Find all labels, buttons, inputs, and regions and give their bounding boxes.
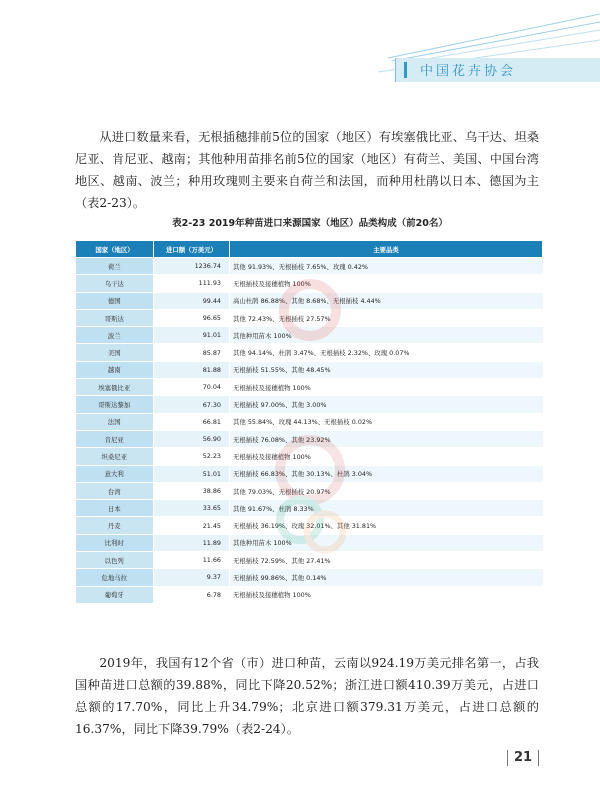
cell-category: 其他 91.93%、无根插枝 7.65%、玫瑰 0.42% (230, 258, 543, 275)
cell-amount: 111.93 (154, 275, 230, 292)
table-row (76, 500, 543, 517)
table-title: 表2-23 2019年种苗进口来源国家（地区）品类构成（前20名） (172, 218, 448, 229)
paragraph-provinces: 2019年，我国有12个省（市）进口种苗，云南以924.19万美元排名第一，占我国种苗进口总额的39.88%，同比下降20.52%；浙江进口额410.39万美元，占进口总额的17.70%，同比上升34.79%；北京进口额379.31万美元，占进口总额的16.37%，同比下降39.79%（表2-24）。 (75, 656, 539, 736)
cell-amount: 9.37 (154, 569, 230, 586)
cell-amount: 33.65 (154, 500, 230, 517)
cell-country: 肯尼亚 (76, 430, 154, 447)
table-row (76, 258, 543, 275)
cell-category: 其他种用苗木 100% (230, 327, 543, 344)
table-row (76, 292, 543, 309)
cell-amount: 67.30 (154, 396, 230, 413)
cell-country: 越南 (76, 361, 154, 378)
cell-amount: 6.78 (154, 586, 230, 603)
cell-amount: 66.81 (154, 413, 230, 430)
header-mark (404, 62, 407, 78)
table-row (76, 448, 543, 465)
page-number: 21 (507, 750, 539, 766)
cell-amount: 11.66 (154, 552, 230, 569)
table-row (76, 309, 543, 326)
cell-country: 比利时 (76, 534, 154, 551)
cell-amount: 21.45 (154, 517, 230, 534)
cell-country: 日本 (76, 500, 154, 517)
cell-country: 台湾 (76, 482, 154, 499)
cell-amount: 91.01 (154, 327, 230, 344)
cell-country: 哥斯达黎加 (76, 396, 154, 413)
cell-country: 葡萄牙 (76, 586, 154, 603)
cell-category: 无根插枝 36.19%、玫瑰 32.01%、其他 31.81% (230, 517, 543, 534)
header-amount: 进口额（万美元） (154, 241, 230, 258)
cell-amount: 85.87 (154, 344, 230, 361)
cell-country: 丹麦 (76, 517, 154, 534)
table-row (76, 413, 543, 430)
cell-category: 其他 91.67%、杜鹃 8.33% (230, 500, 543, 517)
cell-country: 意大利 (76, 465, 154, 482)
cell-country: 波兰 (76, 327, 154, 344)
header-band (395, 58, 600, 82)
cell-amount: 38.86 (154, 482, 230, 499)
table-row (76, 275, 543, 292)
table-row (76, 465, 543, 482)
cell-category: 其他 94.14%、杜鹃 3.47%、无根插枝 2.32%、玫瑰 0.07% (230, 344, 543, 361)
cell-country: 坦桑尼亚 (76, 448, 154, 465)
cell-country: 乌干达 (76, 275, 154, 292)
cell-amount: 11.89 (154, 534, 230, 551)
cell-country: 德国 (76, 292, 154, 309)
table-row (76, 327, 543, 344)
table-row (76, 569, 543, 586)
cell-amount: 52.23 (154, 448, 230, 465)
cell-amount: 1236.74 (154, 258, 230, 275)
paragraph-intro: 从进口数量来看，无根插穗排前5位的国家（地区）有埃塞俄比亚、乌干达、坦桑尼亚、肯尼亚、越南；其他种用苗排名前5位的国家（地区）有荷兰、美国、中国台湾地区、越南、波兰；种用玫瑰则主要来自荷兰和法国，而种用杜鹃以日本、德国为主（表2-23）。 (75, 130, 539, 210)
table-row (76, 396, 543, 413)
table-row (76, 534, 543, 551)
cell-country: 哥斯达 (76, 309, 154, 326)
table-row (76, 344, 543, 361)
cell-category: 其他 55.84%、玫瑰 44.13%、无根插枝 0.02% (230, 413, 543, 430)
cell-country: 危地马拉 (76, 569, 154, 586)
table-header-row (76, 241, 543, 258)
cell-category: 其他 72.43%、无根插枝 27.57% (230, 309, 543, 326)
cell-amount: 51.01 (154, 465, 230, 482)
cell-country: 法国 (76, 413, 154, 430)
cell-amount: 96.65 (154, 309, 230, 326)
cell-category: 无根插枝及接穗植物 100% (230, 448, 543, 465)
cell-category: 无根插枝 76.08%、其他 23.92% (230, 430, 543, 447)
cell-country: 美国 (76, 344, 154, 361)
import-table (75, 240, 543, 603)
cell-category: 无根插枝及接穗植物 100% (230, 275, 543, 292)
cell-category: 其他 79.03%、无根插枝 20.97% (230, 482, 543, 499)
table-row (76, 552, 543, 569)
cell-category: 无根插枝及接穗植物 100% (230, 586, 543, 603)
cell-category: 无根插枝 72.59%、其他 27.41% (230, 552, 543, 569)
cell-amount: 56.90 (154, 430, 230, 447)
cell-amount: 81.88 (154, 361, 230, 378)
table-row (76, 430, 543, 447)
header-country: 国家（地区） (76, 241, 154, 258)
table-row (76, 482, 543, 499)
table-row (76, 361, 543, 378)
cell-category: 无根插枝 99.86%、其他 0.14% (230, 569, 543, 586)
cell-country: 荷兰 (76, 258, 154, 275)
cell-amount: 99.44 (154, 292, 230, 309)
table-row (76, 379, 543, 396)
cell-country: 埃塞俄比亚 (76, 379, 154, 396)
cell-amount: 70.04 (154, 379, 230, 396)
cell-country: 以色列 (76, 552, 154, 569)
table-row (76, 517, 543, 534)
cell-category: 无根插枝 97.00%、其他 3.00% (230, 396, 543, 413)
cell-category: 无根插枝 66.83%、其他 30.13%、杜鹃 3.04% (230, 465, 543, 482)
header-category: 主要品类 (230, 241, 543, 258)
cell-category: 无根插枝 51.55%、其他 48.45% (230, 361, 543, 378)
cell-category: 高山杜鹃 86.88%、其他 8.68%、无根插枝 4.44% (230, 292, 543, 309)
cell-category: 无根插枝及接穗植物 100% (230, 379, 543, 396)
table-row (76, 586, 543, 603)
cell-category: 其他种用苗木 100% (230, 534, 543, 551)
header-title: 中国花卉协会 (420, 64, 517, 79)
